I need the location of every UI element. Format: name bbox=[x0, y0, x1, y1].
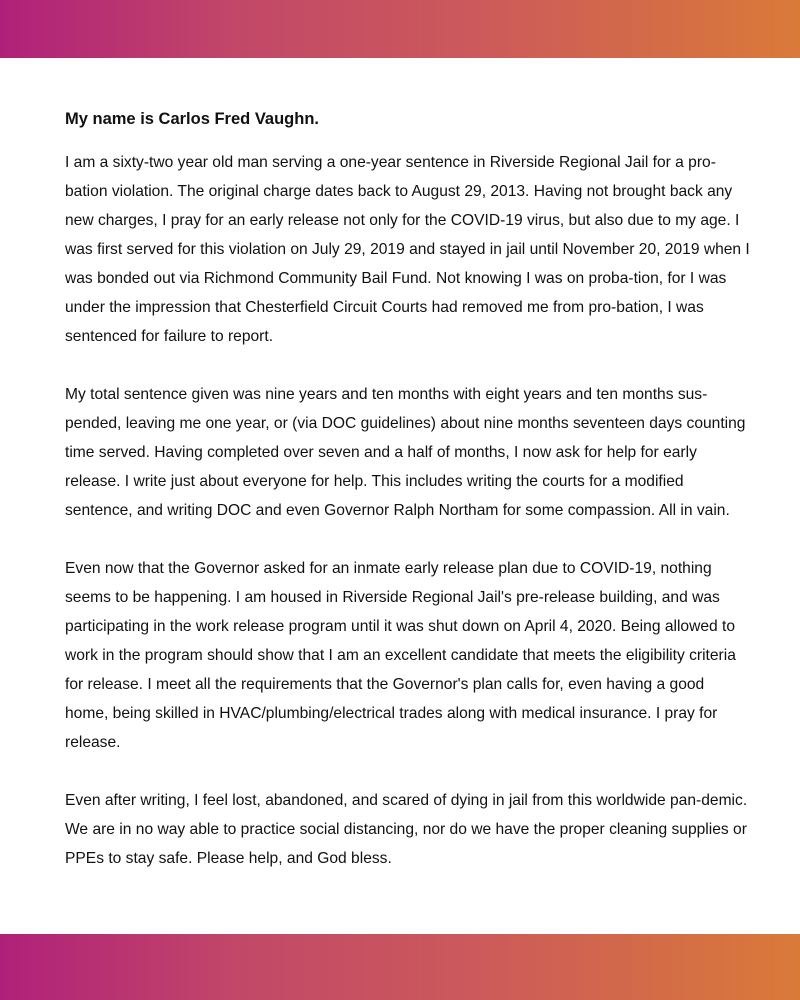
letter-paragraph-3: Even now that the Governor asked for an inmate early release plan due to COVID-19, nothing seems to be happening. I am housed in Riverside Regional Jail's pre-release building, and was participating in the work release program until it was shut down on April 4, 2020. Being allowed to work in the program should show that I am an excellent candidate that meets the eligibility criteria for release. I meet all the requirements that the Governor's plan calls for, even having a good home, being skilled in HVAC/plumbing/electrical trades along with medical insurance. I pray for release. bbox=[65, 560, 736, 751]
letter-heading: My name is Carlos Fred Vaughn. bbox=[65, 110, 319, 128]
letter-body bbox=[65, 106, 750, 873]
letter-paragraph-1: I am a sixty-two year old man serving a one-year sentence in Riverside Regional Jail for a pro-bation violation. The original charge dates back to August 29, 2013. Having not brought back any new charges, I pray for an early release not only for the COVID-19 virus, but also due to my age. I was first served for this violation on July 29, 2019 and stayed in jail until November 20, 2019 when I was bonded out via Richmond Community Bail Fund. Not knowing I was on proba-tion, for I was under the impression that Chesterfield Circuit Courts had removed me from pro-bation, I was sentenced for failure to report. bbox=[65, 154, 750, 345]
letter-paragraph-4: Even after writing, I feel lost, abandoned, and scared of dying in jail from this worldwide pan-demic. We are in no way able to practice social distancing, nor do we have the proper cleaning supplies or PPEs to stay safe. Please help, and God bless. bbox=[65, 792, 748, 867]
top-gradient-band bbox=[0, 0, 800, 58]
bottom-gradient-band bbox=[0, 934, 800, 1000]
letter-paragraph-2: My total sentence given was nine years and ten months with eight years and ten months sus-pended, leaving me one year, or (via DOC guidelines) about nine months seventeen days counting time served. Having completed over seven and a half of months, I now ask for help for early release. I write just about everyone for help. This includes writing the courts for a modified sentence, and writing DOC and even Governor Ralph Northam for some compassion. All in vain. bbox=[65, 386, 746, 519]
